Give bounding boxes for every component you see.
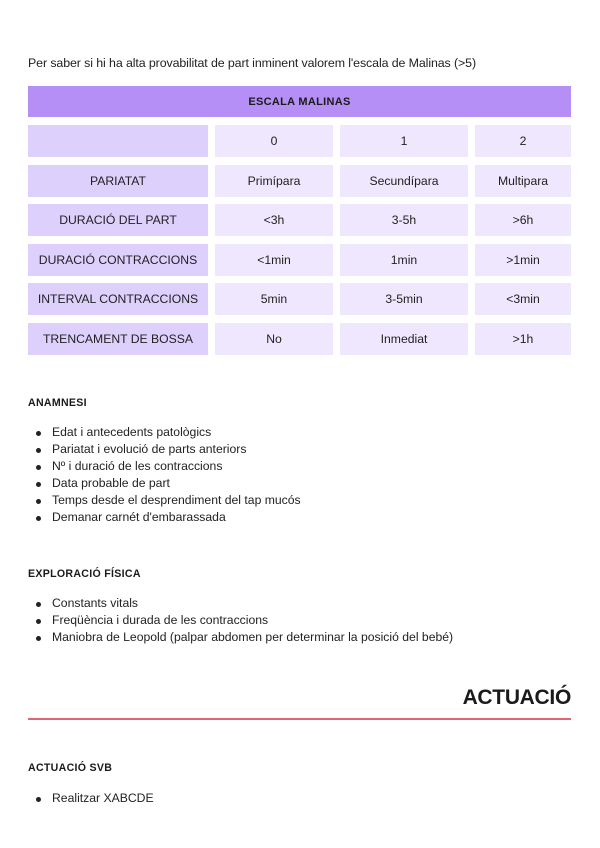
bullet-icon: [36, 636, 41, 641]
bullet-icon: [36, 499, 41, 504]
bullet-icon: [36, 797, 41, 802]
list-item: Data probable de part: [0, 475, 301, 492]
malinas-table: [28, 125, 571, 355]
table-header-cell: 2: [475, 125, 571, 157]
bullet-icon: [36, 465, 41, 470]
list-item: Maniobra de Leopold (palpar abdomen per determinar la posició del bebé): [0, 629, 453, 646]
table-row-label: INTERVAL CONTRACCIONS: [28, 283, 208, 315]
bullet-icon: [36, 448, 41, 453]
list-item: Freqüència i durada de les contraccions: [0, 612, 453, 629]
section-divider: [28, 718, 571, 720]
table-cell: <3min: [475, 283, 571, 315]
table-cell: Multipara: [475, 165, 571, 197]
table-cell: Inmediat: [340, 323, 468, 355]
table-cell: 5min: [215, 283, 333, 315]
table-cell: 3-5h: [340, 204, 468, 236]
list-item: Demanar carnét d'embarassada: [0, 509, 301, 526]
list-item: Temps desde el desprendiment del tap mucós: [0, 492, 301, 509]
table-cell: No: [215, 323, 333, 355]
table-cell: >6h: [475, 204, 571, 236]
bullet-icon: [36, 431, 41, 436]
list-item: Edat i antecedents patològics: [0, 424, 301, 441]
table-row-label: DURACIÓ CONTRACCIONS: [28, 244, 208, 276]
table-row-label: PARIATAT: [28, 165, 208, 197]
list-item: Pariatat i evolució de parts anteriors: [0, 441, 301, 458]
table-header-cell: 0: [215, 125, 333, 157]
table-header-cell: [28, 125, 208, 157]
bullet-icon: [36, 516, 41, 521]
bullet-icon: [36, 482, 41, 487]
table-cell: <3h: [215, 204, 333, 236]
list-item: Constants vitals: [0, 595, 453, 612]
table-cell: Primípara: [215, 165, 333, 197]
bullet-icon: [36, 619, 41, 624]
table-cell: Secundípara: [340, 165, 468, 197]
table-cell: 3-5min: [340, 283, 468, 315]
table-title: ESCALA MALINAS: [28, 86, 571, 117]
list-item: Realitzar XABCDE: [0, 790, 154, 807]
anamnesi-list: [0, 424, 301, 526]
table-cell: 1min: [340, 244, 468, 276]
table-cell: <1min: [215, 244, 333, 276]
actuacio-list: [0, 790, 154, 807]
table-cell: >1min: [475, 244, 571, 276]
exploracio-heading: EXPLORACIÓ FÍSICA: [28, 568, 141, 580]
exploracio-list: [0, 595, 453, 646]
actuacio-heading: ACTUACIÓ: [462, 686, 571, 709]
table-row-label: DURACIÓ DEL PART: [28, 204, 208, 236]
table-row-label: TRENCAMENT DE BOSSA: [28, 323, 208, 355]
anamnesi-heading: ANAMNESI: [28, 397, 87, 409]
actuacio-svb-heading: ACTUACIÓ SVB: [28, 762, 113, 774]
list-item: Nº i duració de les contraccions: [0, 458, 301, 475]
bullet-icon: [36, 602, 41, 607]
intro-text: Per saber si hi ha alta provabilitat de part inminent valorem l'escala de Malinas (>5): [28, 56, 476, 70]
table-cell: >1h: [475, 323, 571, 355]
table-header-cell: 1: [340, 125, 468, 157]
